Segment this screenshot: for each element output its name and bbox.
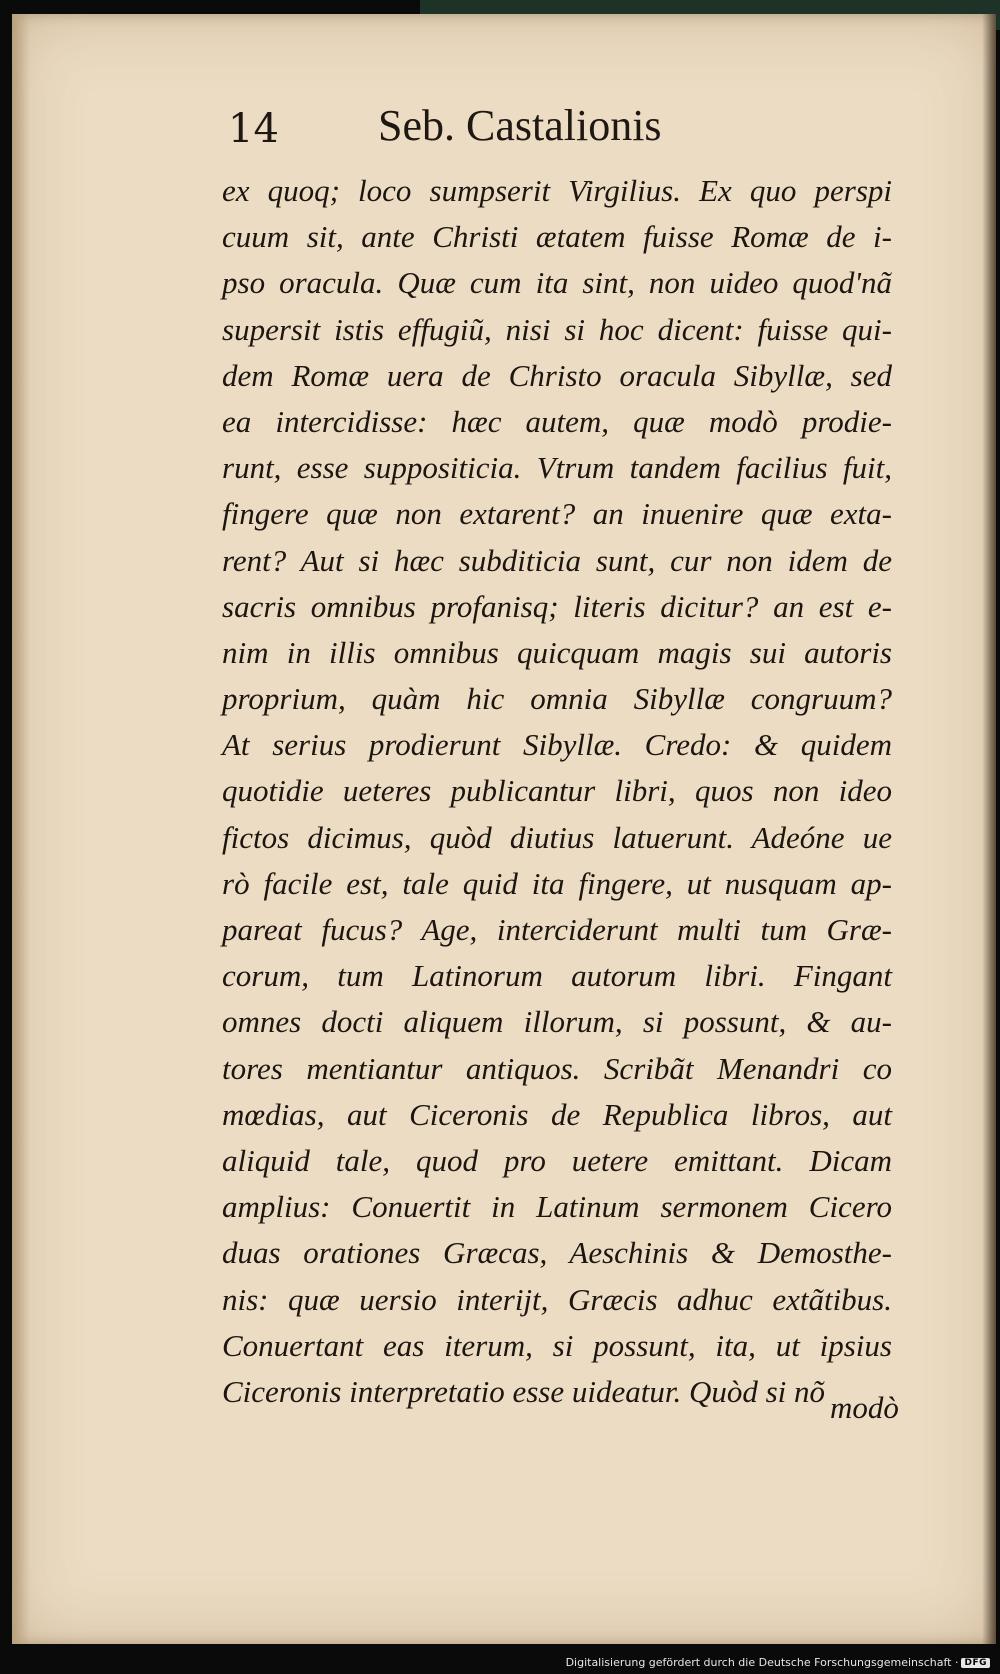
text-line: supersit istis effugiũ, nisi si hoc dicent: fuisse qui- bbox=[222, 311, 892, 347]
text-line: cuum sit, ante Christi ætatem fuisse Romæ de i- bbox=[222, 219, 892, 255]
text-line: omnes docti aliquem illorum, si possunt, & au- bbox=[222, 1004, 892, 1040]
page-header bbox=[228, 100, 748, 160]
text-line: aliquid tale, quod pro uetere emittant. Dicam bbox=[222, 1142, 892, 1178]
catchword: modò bbox=[830, 1390, 899, 1425]
text-line: rent? Aut si hæc subditicia sunt, cur non idem de bbox=[222, 542, 892, 578]
text-line: duas orationes Græcas, Aeschinis & Demosthe- bbox=[222, 1235, 892, 1271]
text-line: pso oracula. Quæ cum ita sint, non uideo quod'nã bbox=[222, 265, 892, 301]
text-line: pareat fucus? Age, interciderunt multi tum Græ- bbox=[222, 912, 892, 947]
text-line: amplius: Conuertit in Latinum sermonem Cicero bbox=[222, 1189, 892, 1225]
text-line: fingere quæ non extarent? an inuenire quæ exta- bbox=[222, 496, 892, 532]
text-line: fictos dicimus, quòd diutius latuerunt. Adeóne ue bbox=[222, 819, 892, 855]
text-line: nim in illis omnibus quicquam magis sui autoris bbox=[222, 634, 892, 670]
credit-text: Digitalisierung gefördert durch die Deutsche Forschungsgemeinschaft · bbox=[565, 1656, 959, 1669]
page-edge-shadow bbox=[982, 14, 996, 1644]
text-line: tores mentiantur antiquos. Scribãt Menandri co bbox=[222, 1050, 892, 1086]
page-gutter-shadow bbox=[12, 14, 30, 1644]
body-text bbox=[222, 168, 892, 1415]
text-line: proprium, quàm hic omnia Sibyllæ congruum? bbox=[222, 681, 892, 717]
text-line: nis: quæ uersio interijt, Græcis adhuc extãtibus. bbox=[222, 1281, 892, 1317]
text-line: corum, tum Latinorum autorum libri. Fingant bbox=[222, 958, 892, 994]
text-line: rò facile est, tale quid ita fingere, ut nusquam ap- bbox=[222, 865, 892, 901]
text-line: runt, esse suppositicia. Vtrum tandem facilius fuit, bbox=[222, 450, 892, 486]
dfg-logo-icon: DFG bbox=[961, 1658, 990, 1668]
page-number: 14 bbox=[228, 106, 279, 152]
text-line: dem Romæ uera de Christo oracula Sibyllæ, sed bbox=[222, 357, 892, 393]
text-line: mœdias, aut Ciceronis de Republica libros, aut bbox=[222, 1096, 892, 1132]
text-line: ex quoq; loco sumpserit Virgilius. Ex quo perspi bbox=[222, 173, 892, 208]
text-line: Ciceronis interpretatio esse uideatur. Quòd si nõ bbox=[222, 1373, 826, 1409]
text-line: ea intercidisse: hæc autem, quæ modò prodie- bbox=[222, 403, 892, 439]
digitization-credit bbox=[566, 1656, 990, 1669]
running-title: Seb. Castalionis bbox=[378, 101, 662, 150]
text-line: quotidie ueteres publicantur libri, quos non ideo bbox=[222, 773, 892, 809]
text-line: At serius prodierunt Sibyllæ. Credo: & quidem bbox=[222, 727, 892, 763]
text-line: Conuertant eas iterum, si possunt, ita, ut ipsius bbox=[222, 1327, 892, 1363]
text-line: sacris omnibus profanisq; literis dicitur? an est e- bbox=[222, 588, 892, 624]
